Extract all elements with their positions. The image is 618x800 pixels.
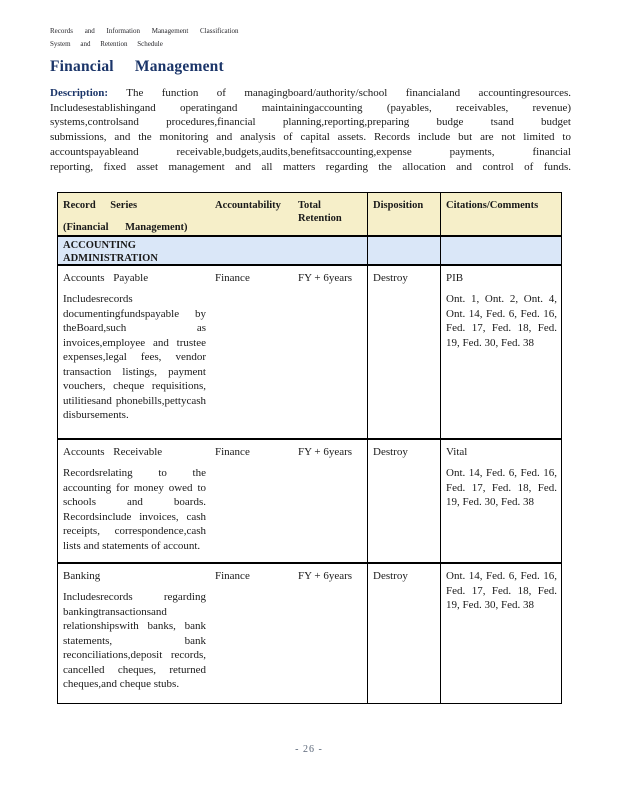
section-label-cell (58, 237, 210, 264)
record-description: Includesrecords regarding bankingtransactionsand relationshipswith banks, bank statements, bank reconciliations,deposit records, cancelled cheques, returned cheques,and cheque stubs. (63, 591, 206, 690)
description-label: Description: (50, 87, 109, 99)
section-label: ACCOUNTING ADMINISTRATION (63, 240, 158, 264)
running-header (50, 25, 270, 51)
record-description: Recordsrelating to the accounting for money owed to schools and boards. Recordsinclude invoices, cash receipts, correspondence,cash lists and statements of account. (63, 467, 206, 552)
citations-cell (440, 564, 561, 703)
record-series-cell (58, 564, 210, 703)
accountability-cell: Finance (215, 272, 250, 284)
table-row-accounts-payable (58, 266, 561, 440)
section-empty-cell (293, 237, 367, 264)
table-row-banking (58, 564, 561, 703)
header-total-retention (293, 193, 367, 235)
description-line (50, 86, 571, 101)
description-line: Includesestablishingand operatingand maintainingaccounting (payables, receivables, revenue) (50, 101, 571, 114)
table-row-accounts-receivable (58, 440, 561, 564)
record-title: Accounts Receivable (63, 446, 163, 458)
citations-cell (440, 266, 561, 438)
citation-list: Ont. 14, Fed. 6, Fed. 16, Fed. 17, Fed. 18, Fed. 19, Fed. 30, Fed. 38 (446, 570, 557, 611)
accountability-cell: Finance (215, 446, 250, 458)
page-title: Financial Management (50, 58, 224, 75)
section-empty-cell (440, 237, 561, 264)
section-row-accounting-administration (58, 237, 561, 266)
header-accountability: Accountability (215, 200, 281, 211)
retention-cell: FY + 6years (298, 570, 353, 582)
header-disposition: Disposition (367, 193, 440, 235)
disposition-cell: Destroy (367, 564, 440, 703)
running-header-line1: Records and Information Management Classification (50, 27, 239, 35)
citation-note: Vital (446, 446, 468, 458)
section-empty-cell (210, 237, 293, 264)
header-total-retention-line2: Retention (298, 213, 342, 224)
description-line: accountspayableand receivable,budgets,audits,benefitsaccounting,expense payments, financial (50, 145, 571, 158)
accountability-cell: Finance (215, 570, 250, 582)
disposition-cell: Destroy (367, 266, 440, 438)
header-record-series-line2: (Financial Management) (63, 222, 188, 233)
description-text: The function of managingboard/authority/school financialand accountingresources. (126, 87, 571, 99)
record-title: Banking (63, 570, 101, 582)
retention-schedule-table (57, 192, 562, 704)
retention-cell: FY + 6years (298, 272, 353, 284)
header-citations: Citations/Comments (440, 193, 561, 235)
section-empty-cell (367, 237, 440, 264)
disposition-cell: Destroy (367, 440, 440, 562)
description-paragraph (50, 86, 571, 174)
record-description: Includesrecords documentingfundspayable by theBoard,such as invoices,employee and trustee expenses,legal fees, vendor transaction listings, payment vouchers, cheque requisitions, utilitiesand phonebills,pettycash disbursements. (63, 293, 206, 421)
citations-cell (440, 440, 561, 562)
record-series-cell (58, 266, 210, 438)
table-header-row (58, 193, 561, 237)
page-number: - 26 - (295, 744, 323, 755)
running-header-line2: System and Retention Schedule (50, 40, 163, 48)
citation-list: Ont. 14, Fed. 6, Fed. 16, Fed. 17, Fed. 18, Fed. 19, Fed. 30, Fed. 38 (446, 467, 557, 508)
header-record-series (58, 193, 210, 235)
citation-note: PIB (446, 272, 464, 284)
description-line: submissions, and the monitoring and analysis of capital assets. Records include but are not limited to (50, 131, 571, 144)
header-total-retention-line1: Total (298, 200, 321, 211)
record-series-cell (58, 440, 210, 562)
description-line: systems,controlsand procedures,financial planning,reporting,preparing budge tsand budget (50, 116, 571, 129)
citation-list: Ont. 1, Ont. 2, Ont. 4, Ont. 14, Fed. 6, Fed. 16, Fed. 17, Fed. 18, Fed. 19, Fed. 30, Fed. 38 (446, 293, 557, 349)
description-line: reporting, fixed asset management and all matters regarding the allocation and control of funds. (50, 160, 571, 173)
retention-cell: FY + 6years (298, 446, 353, 458)
header-record-series-line1: Record Series (63, 200, 138, 211)
record-title: Accounts Payable (63, 272, 149, 284)
